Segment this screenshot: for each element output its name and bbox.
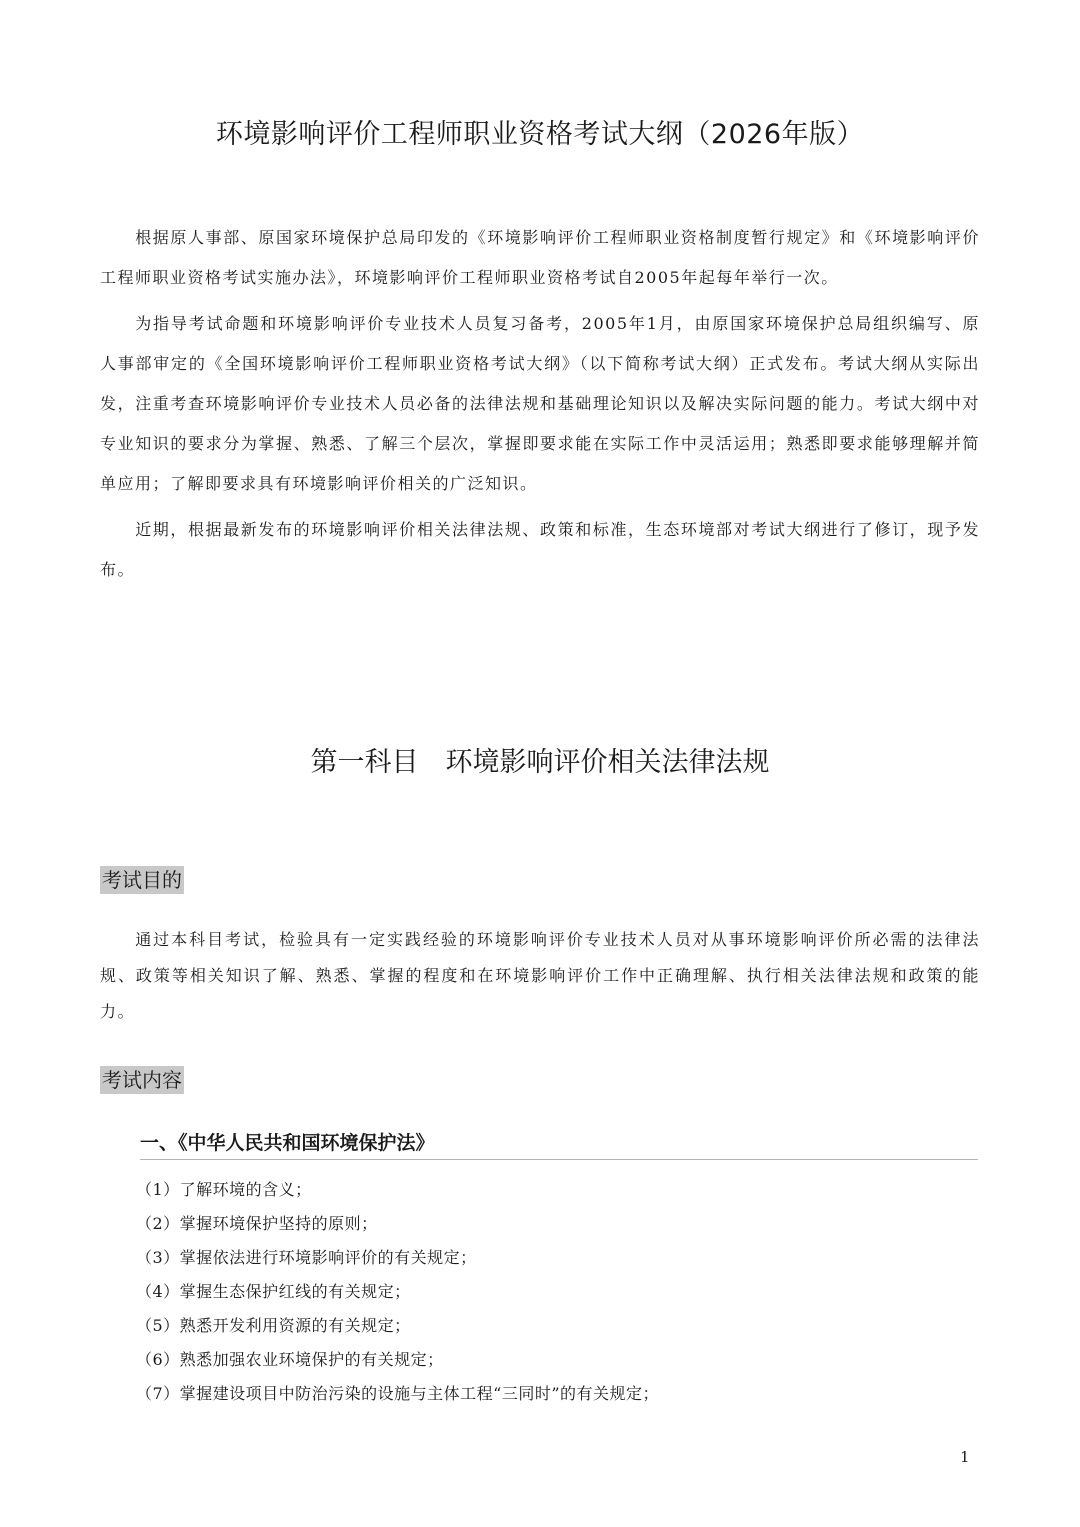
exam-purpose-section [100, 922, 980, 1036]
section-label-exam-purpose: 考试目的 [102, 868, 182, 892]
page-number: 1 [960, 1448, 970, 1466]
intro-section [100, 218, 980, 596]
intro-paragraph: 根据原人事部、原国家环境保护总局印发的《环境影响评价工程师职业资格制度暂行规定》和《环境影响评价工程师职业资格考试实施办法》，环境影响评价工程师职业资格考试自2005年起每年举行一次。 [100, 228, 980, 287]
list-item: （3）掌握依法进行环境影响评价的有关规定； [136, 1248, 477, 1267]
list-item: （7）掌握建设项目中防治污染的设施与主体工程“三同时”的有关规定； [136, 1384, 660, 1403]
exam-purpose-text: 通过本科目考试，检验具有一定实践经验的环境影响评价专业技术人员对从事环境影响评价所必需的法律法规、政策等相关知识了解、熟悉、掌握的程度和在环境影响评价工作中正确理解、执行相关法律法规和政策的能力。 [100, 930, 980, 1021]
requirement-list [136, 1173, 659, 1411]
document-title: 环境影响评价工程师职业资格考试大纲（2026年版） [215, 119, 865, 150]
list-item: （1）了解环境的含义； [136, 1180, 312, 1199]
law-heading: 一、《中华人民共和国环境保护法》 [140, 1128, 978, 1160]
list-item: （6）熟悉加强农业环境保护的有关规定； [136, 1350, 444, 1369]
list-item: （2）掌握环境保护坚持的原则； [136, 1214, 378, 1233]
intro-paragraph: 近期，根据最新发布的环境影响评价相关法律法规、政策和标准，生态环境部对考试大纲进行了修订，现予发布。 [100, 520, 980, 579]
list-item: （5）熟悉开发利用资源的有关规定； [136, 1316, 411, 1335]
intro-paragraph: 为指导考试命题和环境影响评价专业技术人员复习备考，2005年1月，由原国家环境保护总局组织编写、原人事部审定的《全国环境影响评价工程师职业资格考试大纲》（以下简称考试大纲）正式发布。考试大纲从实际出发，注重考查环境影响评价专业技术人员必备的法律法规和基础理论知识以及解决实际问题的能力。考试大纲中对专业知识的要求分为掌握、熟悉、了解三个层次，掌握即要求能在实际工作中灵活运用；熟悉即要求能够理解并简单应用；了解即要求具有环境影响评价相关的广泛知识。 [100, 314, 980, 493]
section-label-exam-content: 考试内容 [102, 1068, 182, 1092]
subject-title: 第一科目 环境影响评价相关法律法规 [310, 747, 770, 778]
list-item: （4）掌握生态保护红线的有关规定； [136, 1282, 411, 1301]
